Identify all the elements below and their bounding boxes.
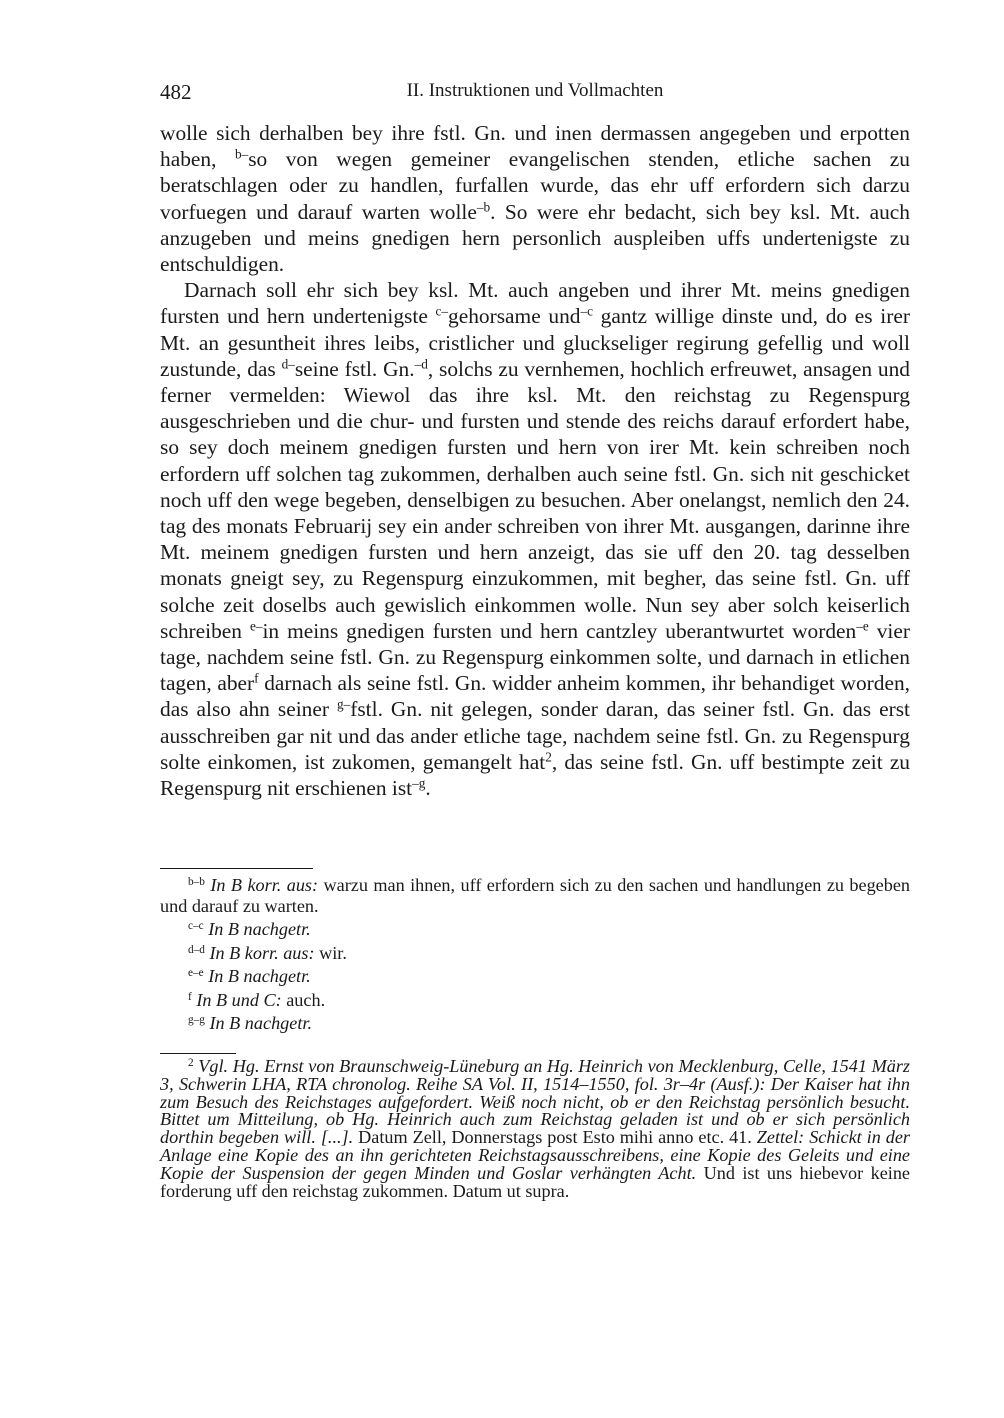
note-label: In B korr. aus:: [210, 875, 319, 895]
note-mark: e–e: [188, 966, 204, 979]
textual-note: [160, 990, 910, 1011]
footnote-paragraph: [160, 1058, 910, 1200]
text-run: fstl. Gn. nit gelegen, sonder daran, das seiner fstl. Gn. das erst ausschreiben gar nit und das ander etliche tage, nachdem seine fstl. Gn. zu Regenspurg solte einkomen, ist zukomen, gemangelt hat: [160, 697, 910, 774]
note-marker: e–: [249, 618, 263, 634]
text-run: .: [425, 776, 431, 801]
note-marker: d–: [281, 356, 295, 372]
note-mark: f: [188, 990, 192, 1003]
footnote-quote-text: Und ist uns hiebevor keine forderung uff den reichstag zukommen. Datum ut supra.: [160, 1162, 910, 1201]
note-label: In B nachgetr.: [208, 966, 311, 986]
text-run: gehorsame und: [448, 304, 581, 329]
paragraph-1: [160, 120, 910, 277]
footnote-mark: 2: [188, 1056, 194, 1069]
note-marker: –b: [476, 199, 491, 215]
footnote-italic-text: Zettel: Schickt in der Anlage eine Kopie des an ihn gerichteten Reichstagsausschreibens, eine Kopie des Geleits und eine Kopie der Suspension der gegen Minden und Goslar verhängten Acht.: [160, 1127, 910, 1183]
note-mark: b–b: [188, 875, 205, 888]
textual-note: [160, 875, 910, 916]
text-run: seine fstl. Gn.: [294, 356, 415, 381]
note-marker: g–: [336, 697, 351, 713]
note-marker: c–: [435, 304, 449, 320]
textual-note: [160, 919, 910, 940]
text-run: darnach als seine fstl. Gn. widder anheim kommen, ihr behandiget worden, das also ahn seiner: [160, 671, 910, 722]
note-marker: –g: [412, 775, 426, 791]
note-marker: –e: [856, 618, 869, 634]
note-text: warzu man ihnen, uff erfordern sich zu den sachen und handlungen zu begeben und darauf zu warten.: [160, 875, 911, 916]
note-text: wir.: [314, 942, 347, 963]
textual-note: [160, 943, 910, 964]
footnote-marker: 2: [545, 749, 552, 765]
footnote-quote-text: Datum Zell, Donnerstags post Esto mihi anno etc. 41.: [353, 1127, 757, 1148]
footnote-2: [160, 1058, 910, 1200]
note-marker: f: [254, 670, 259, 686]
note-label: In B nachgetr.: [208, 919, 311, 939]
text-run: vier tage, nachdem seine fstl. Gn. zu Regenspurg einkommen solte, und darnach in etlichen tagen, aber: [160, 618, 910, 696]
page-number: 482: [160, 80, 192, 104]
note-mark: c–c: [188, 919, 204, 932]
textual-notes: [160, 875, 910, 1034]
main-text: [160, 120, 910, 801]
note-label: In B nachgetr.: [209, 1013, 312, 1033]
note-text: auch.: [281, 989, 326, 1010]
note-mark: d–d: [188, 943, 205, 956]
text-run: in meins gnedigen fursten und hern cantzley uberantwurtet worden: [262, 618, 857, 643]
text-run: , das seine fstl. Gn. uff bestimpte zeit zu Regenspurg nit erschienen ist: [160, 749, 911, 801]
page-header: [160, 80, 910, 108]
note-label: In B korr. aus:: [209, 942, 315, 963]
footnotes-rule: [160, 1053, 236, 1054]
note-marker: –d: [414, 356, 428, 372]
text-run: , solchs zu vernhemen, hochlich erfreuwet, ansagen und ferner vermelden: Wiewol das ihre ksl. Mt. den reichstag zu Regenspurg ausgeschrieben und die chur- und fursten und stende des reichs darauf erfordert habe, so sey doch meinem gnedigen fursten und hern von irer Mt. kein schreiben noch erfordern uff solchen tag zukommen, derhalben auch seine fstl. Gn. sich nit geschicket noch uff den wege begeben, denselbigen zu besuchen. Aber onelangst, nemlich den 24. tag des monats Februarij sey ein ander schreiben von ihrer Mt. ausgangen, darinne ihre Mt. meinem gnedigen fursten und hern anzeigt, das sie uff den 20. tag desselben monats gneigt sey, zu Regenspurg einzukommen, mit begher, das seine fstl. Gn. uff solche zeit doselbs auch gewislich einkommen wolle. Nun sey aber solch keiserlich schreiben: [160, 356, 910, 643]
text-run: Darnach soll ehr sich bey ksl. Mt. auch angeben und ihrer Mt. meins gnedigen fursten und hern undertenigste: [160, 278, 910, 329]
text-run: . So were ehr bedacht, sich bey ksl. Mt. auch anzugeben und meins gnedigen hern personlich auspleiben uffs undertenigste zu entschuldigen.: [160, 199, 910, 277]
textual-notes-rule: [160, 868, 313, 869]
note-mark: g–g: [188, 1013, 205, 1026]
note-label: In B und C:: [196, 989, 282, 1010]
note-marker: b–: [234, 146, 249, 162]
note-marker: –c: [580, 304, 593, 320]
text-run: gantz willige dinste und, do es irer Mt. an gesuntheit ihres leibs, cristlicher und gluckseliger regirung gefellig und woll zustunde, das: [160, 304, 910, 381]
textual-note: [160, 1013, 910, 1034]
running-title: II. Instruktionen und Vollmachten: [406, 80, 664, 101]
text-run: wolle sich derhalben bey ihre fstl. Gn. und inen dermassen angegeben und erpotten haben,: [160, 121, 910, 172]
textual-note: [160, 966, 910, 987]
paragraph-2: [160, 277, 910, 801]
text-run: so von wegen gemeiner evangelischen stenden, etliche sachen zu beratschlagen oder zu handlen, furfallen wurde, das ehr uff erfordern sich darzu vorfuegen und darauf warten wolle: [160, 147, 910, 224]
footnote-italic-text: Vgl. Hg. Ernst von Braunschweig-Lüneburg an Hg. Heinrich von Mecklenburg, Celle, 1541 März 3, Schwerin LHA, RTA chronolog. Reihe SA Vol. II, 1514–1550, fol. 3r–4r (Ausf.): Der Kaiser hat ihn zum Besuch des Reichstages aufgefordert. Weiß noch nicht, ob er den Reichstag persönlich besucht. Bittet um Mitteilung, ob Hg. Heinrich auch zum Reichstag geladen ist und ob er sich persönlich dorthin begeben will. [...].: [160, 1056, 910, 1148]
